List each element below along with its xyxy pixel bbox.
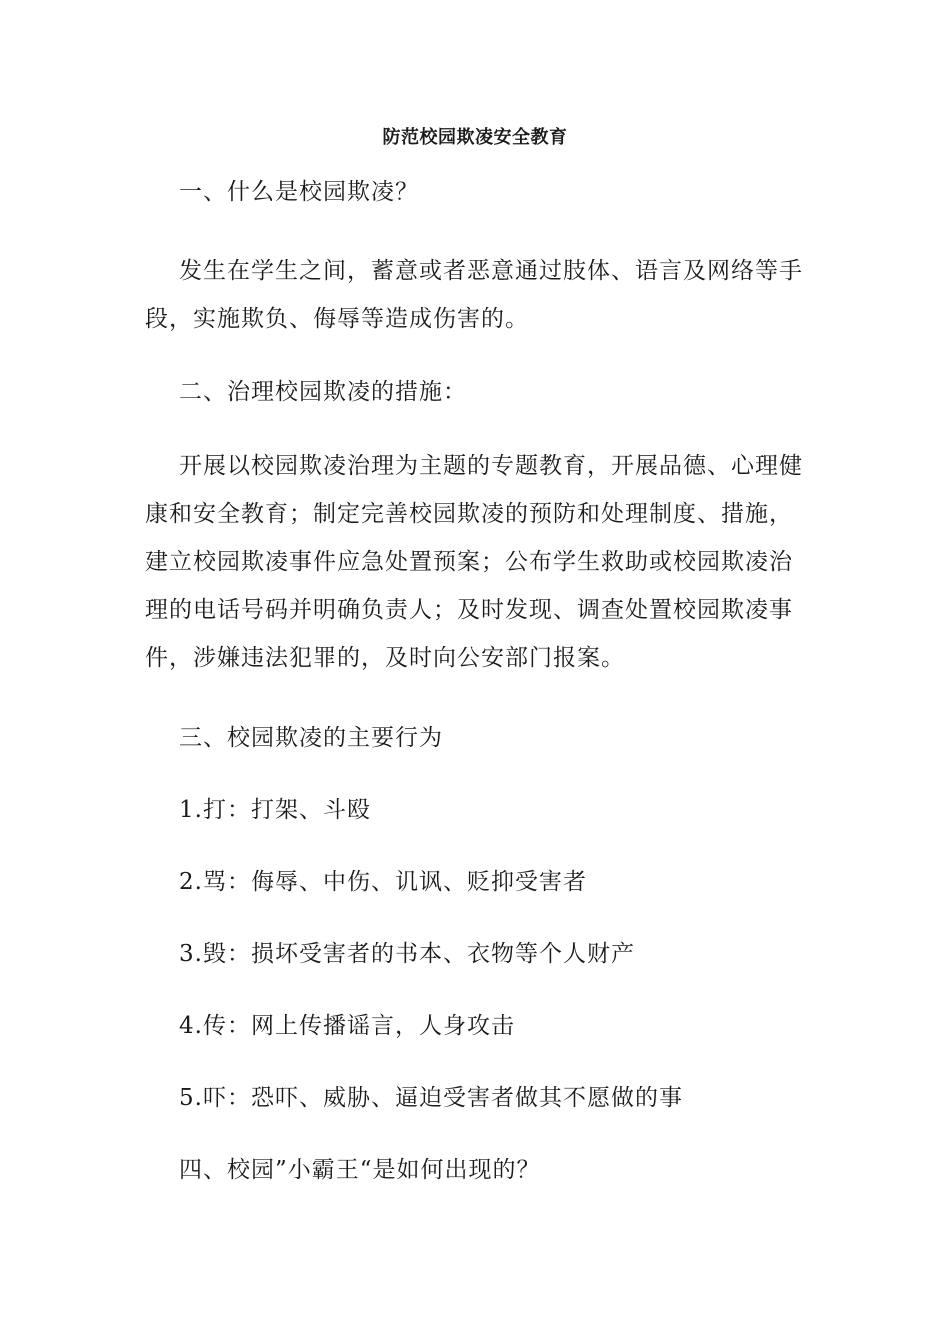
list-item: 4.传：网上传播谣言，人身攻击 [179, 1013, 515, 1039]
list-item: 5.吓：恐吓、威胁、逼迫受害者做其不愿做的事 [179, 1085, 683, 1111]
document-title: 防范校园欺凌安全教育 [382, 127, 568, 148]
list-item: 1.打：打架、斗殴 [179, 797, 371, 823]
section-heading-2: 二、治理校园欺凌的措施： [179, 379, 467, 405]
section-heading-4: 四、校园”小霸王“是如何出现的？ [179, 1157, 541, 1183]
section-body-1: 发生在学生之间，蓄意或者恶意通过肢体、语言及网络等手段，实施欺负、侮辱等造成伤害的。 [145, 258, 803, 332]
section-body-2: 开展以校园欺凌治理为主题的专题教育，开展品德、心理健康和安全教育；制定完善校园欺凌的预防和处理制度、措施，建立校园欺凌事件应急处置预案；公布学生救助或校园欺凌治理的电话号码并明确负责人；及时发现、调查处置校园欺凌事件，涉嫌违法犯罪的，及时向公安部门报案。 [145, 453, 803, 671]
section-heading-3: 三、校园欺凌的主要行为 [179, 725, 443, 751]
section-heading-1: 一、什么是校园欺凌？ [179, 179, 419, 205]
list-item: 3.毁：损坏受害者的书本、衣物等个人财产 [179, 941, 635, 967]
list-item: 2.骂：侮辱、中伤、讥讽、贬抑受害者 [179, 869, 587, 895]
